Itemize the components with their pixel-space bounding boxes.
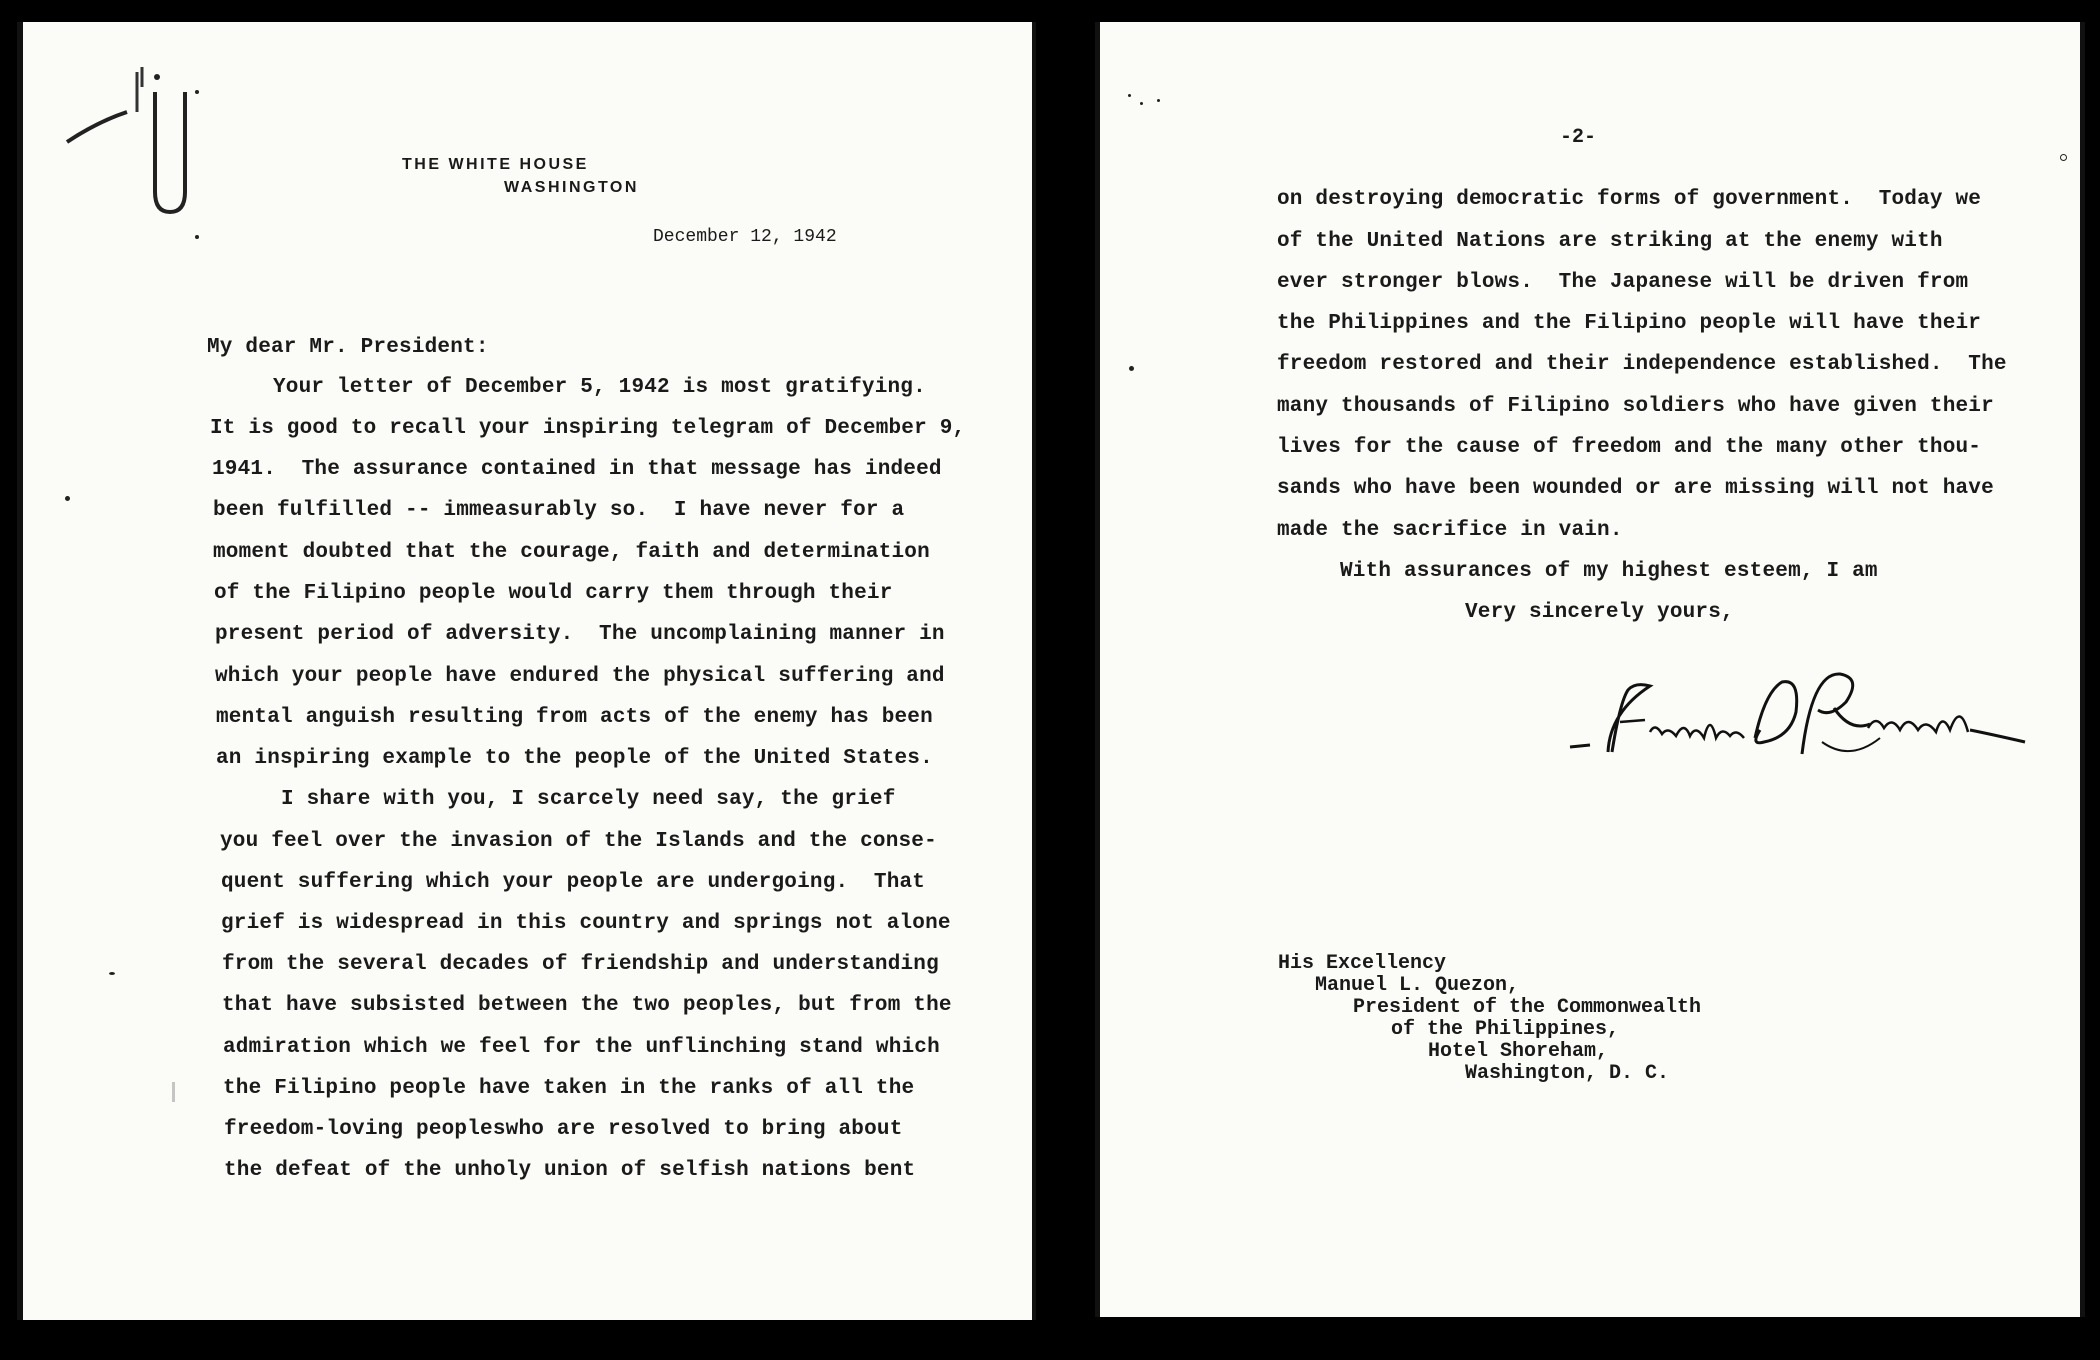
- body-line: ever stronger blows. The Japanese will be driven from: [1277, 271, 1969, 294]
- body-line: sands who have been wounded or are missing will not have: [1277, 477, 1994, 500]
- body-line: that have subsisted between the two peoples, but from the: [222, 994, 952, 1017]
- page-shadow-right: [2080, 22, 2085, 1317]
- letterhead-line-1: THE WHITE HOUSE: [402, 156, 589, 173]
- body-line: from the several decades of friendship and understanding: [222, 953, 939, 976]
- address-line: Manuel L. Quezon,: [1315, 974, 1520, 997]
- body-line: lives for the cause of freedom and the many other thou-: [1277, 436, 1982, 459]
- body-line: the Philippines and the Filipino people will have their: [1277, 312, 1982, 335]
- signature: [1550, 642, 2030, 792]
- body-line: an inspiring example to the people of the United States.: [216, 747, 933, 770]
- address-line: Washington, D. C.: [1465, 1062, 1670, 1085]
- page-shadow-left: [17, 22, 23, 1320]
- complimentary-close: Very sincerely yours,: [1465, 601, 1734, 624]
- body-line: freedom restored and their independence established. The: [1277, 353, 2007, 376]
- body-line: of the United Nations are striking at the enemy with: [1277, 230, 1943, 253]
- body-line: many thousands of Filipino soldiers who have given their: [1277, 395, 1994, 418]
- letter-page-1: [17, 22, 1036, 1320]
- address-line: of the Philippines,: [1391, 1018, 1620, 1041]
- body-line: been fulfilled -- immeasurably so. I have never for a: [213, 499, 905, 522]
- scan-speck: [1129, 366, 1134, 371]
- address-line: President of the Commonwealth: [1353, 996, 1702, 1019]
- page-shadow-right: [1032, 22, 1036, 1320]
- body-line: you feel over the invasion of the Islands and the conse-: [220, 830, 937, 853]
- body-line: I share with you, I scarcely need say, the grief: [281, 788, 896, 811]
- scan-speck: [1128, 94, 1131, 97]
- body-line: on destroying democratic forms of government. Today we: [1277, 188, 1982, 211]
- salutation: My dear Mr. President:: [207, 336, 489, 359]
- body-line: grief is widespread in this country and springs not alone: [221, 912, 951, 935]
- body-line: It is good to recall your inspiring telegram of December 9,: [210, 417, 966, 440]
- scan-speck: [1157, 99, 1160, 102]
- scan-speck: [195, 235, 199, 239]
- body-line: present period of adversity. The uncomplaining manner in: [215, 623, 945, 646]
- page-number: -2-: [1560, 126, 1597, 149]
- scan-speck: [2060, 154, 2067, 161]
- paper-clip-mark: [37, 52, 187, 212]
- scan-speck: [1140, 102, 1143, 105]
- body-line: admiration which we feel for the unflinching stand which: [223, 1036, 940, 1059]
- body-line: made the sacrifice in vain.: [1277, 519, 1623, 542]
- scan-speck: [109, 972, 115, 975]
- letterhead-line-2: WASHINGTON: [504, 179, 639, 196]
- body-line: 1941. The assurance contained in that message has indeed: [212, 458, 942, 481]
- body-line: which your people have endured the physical suffering and: [215, 665, 945, 688]
- letter-page-2: [1095, 22, 2085, 1317]
- body-line: mental anguish resulting from acts of the enemy has been: [216, 706, 933, 729]
- body-line: the Filipino people have taken in the ranks of all the: [223, 1077, 915, 1100]
- address-line: His Excellency: [1278, 952, 1447, 975]
- body-line: moment doubted that the courage, faith and determination: [213, 541, 930, 564]
- body-line: quent suffering which your people are undergoing. That: [221, 871, 926, 894]
- body-line: the defeat of the unholy union of selfish nations bent: [224, 1159, 916, 1182]
- body-line: freedom-loving peopleswho are resolved to bring about: [224, 1118, 903, 1141]
- address-line: Hotel Shoreham,: [1428, 1040, 1609, 1063]
- closing-line: With assurances of my highest esteem, I am: [1340, 560, 1878, 583]
- scan-speck: [65, 496, 70, 501]
- body-line: of the Filipino people would carry them through their: [214, 582, 893, 605]
- page-shadow-left: [1095, 22, 1100, 1317]
- letter-date: December 12, 1942: [653, 227, 837, 247]
- body-line: Your letter of December 5, 1942 is most gratifying.: [273, 376, 926, 399]
- scan-speck: [172, 1082, 175, 1102]
